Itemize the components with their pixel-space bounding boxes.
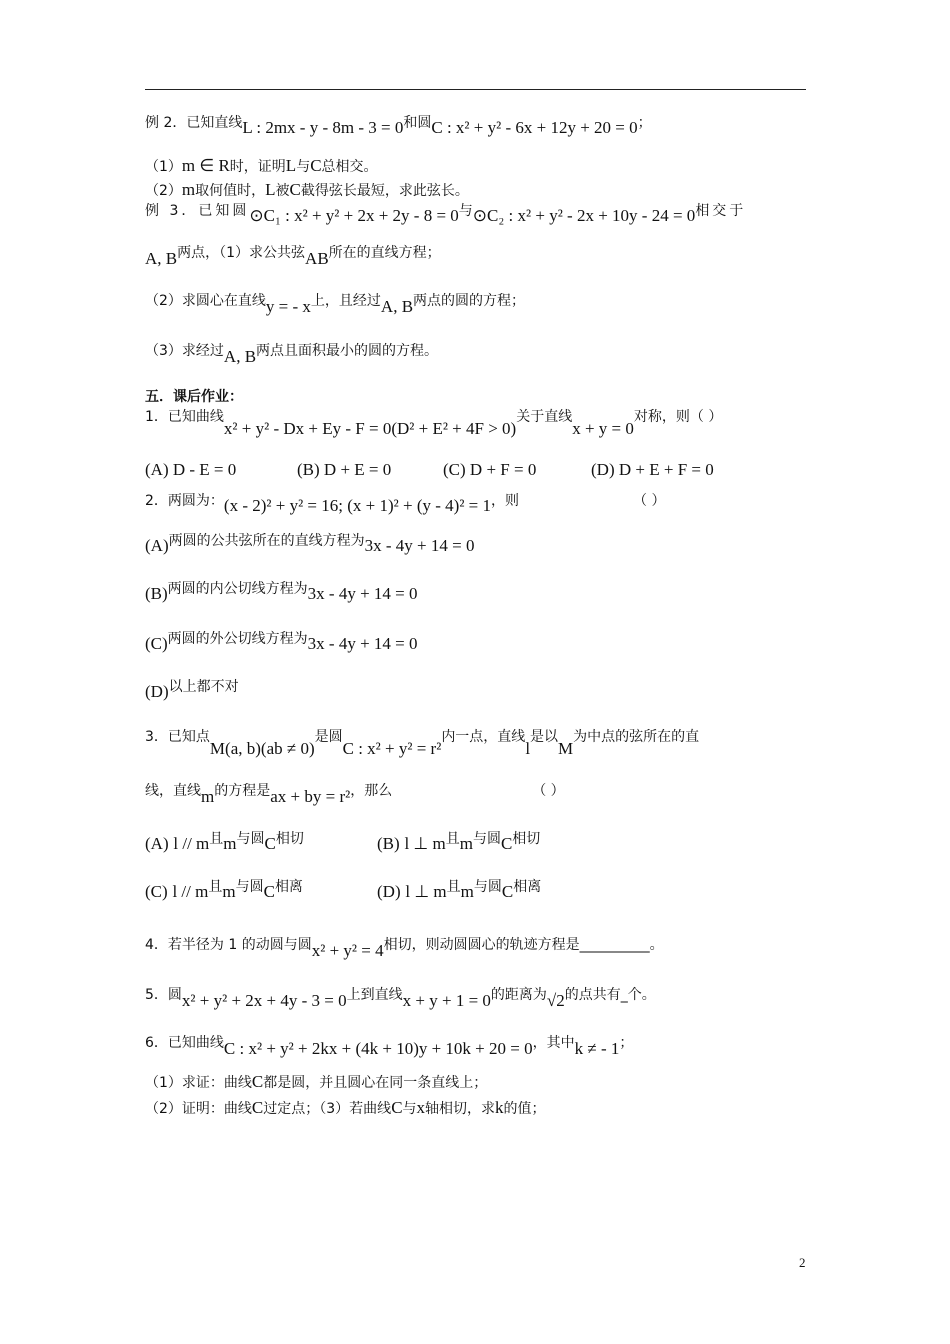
p2-option-c: (C) 两圆的外公切线方程为 3x - 4y + 14 = 0 xyxy=(145,631,418,653)
header-rule xyxy=(145,89,806,90)
p3-option-d: (D) l ⊥ m且m与圆C相离 xyxy=(377,879,542,901)
p1-option-d: (D) D + E + F = 0 xyxy=(591,460,714,479)
ex3-q2: （2）求圆心在直线 y = - x 上，且经过 A, B 两点的圆的方程； xyxy=(145,293,526,316)
p1-option-b: (B) D + E = 0 xyxy=(297,460,392,479)
p6-q1: （1）求证：曲线 C 都是圆，并且圆心在同一条直线上； xyxy=(145,1072,488,1091)
problem-6: 6．已知曲线 C : x² + y² + 2kx + (4k + 10)y + 10k + 20 = 0 ，其中 k ≠ - 1 ； xyxy=(145,1035,634,1058)
p3-option-b: (B) l ⊥ m且m与圆C相切 xyxy=(377,831,541,853)
p2-option-a: (A) 两圆的公共弦所在的直线方程为 3x - 4y + 14 = 0 xyxy=(145,533,475,555)
p3-option-a: (A) l // m且m与圆C相切 xyxy=(145,831,304,853)
problem-3-options-cd xyxy=(145,879,810,934)
p2-option-d: (D) 以上都不对 xyxy=(145,679,239,701)
problem-4: 4．若半径为 1 的动圆与圆 x² + y² = 4 相切，则动圆圆心的轨迹方程是__________。 xyxy=(145,937,664,960)
p2-option-b: (B) 两圆的内公切线方程为 3x - 4y + 14 = 0 xyxy=(145,581,418,603)
p6-q2: （2）证明：曲线 C 过定点；（3）若曲线 C 与 x 轴相切，求 k 的值； xyxy=(145,1098,546,1117)
ex3-circle1: ⊙C₁ : x² + y² + 2x + 2y - 8 = 0 xyxy=(249,206,459,225)
problem-5: 5．圆 x² + y² + 2x + 4y - 3 = 0 上到直线 x + y + 1 = 0 的距离为 √2 的点共有_个。 xyxy=(145,987,656,1010)
ex2-end: ； xyxy=(637,115,652,131)
ex2-q1: （1） m ∈ R 时，证明 L 与 C 总相交。 xyxy=(145,156,378,175)
example-3: 例 3．已知圆 ⊙C₁ : x² + y² + 2x + 2y - 8 = 0 与 ⊙C₂ : x² + y² - 2x + 10y - 24 = 0 相交于 xyxy=(145,203,747,225)
example-2 xyxy=(145,115,810,156)
ex2-line-eq: L : 2mx - y - 8m - 3 = 0 xyxy=(242,118,404,137)
problem-3-line2: 线，直线 m 的方程是 ax + by = r² ，那么 （ ） xyxy=(145,783,565,806)
ex3-circle2: ⊙C₂ : x² + y² - 2x + 10y - 24 = 0 xyxy=(472,206,696,225)
ex3-q3: （3）求经过 A, B 两点且面积最小的圆的方程。 xyxy=(145,343,439,366)
ex3-q1: A, B 两点，（1）求公共弦 AB 所在的直线方程； xyxy=(145,245,441,268)
p3-option-c: (C) l // m且m与圆C相离 xyxy=(145,879,303,901)
section-heading: 五．课后作业： xyxy=(145,389,243,405)
page-number: 2 xyxy=(799,1255,806,1270)
problem-2: 2．两圆为： (x - 2)² + y² = 16; (x + 1)² + (y - 4)² = 1 ，则 （ ） xyxy=(145,493,666,515)
document-body xyxy=(145,115,810,1124)
p1-option-a: (A) D - E = 0 xyxy=(145,460,237,479)
problem-1-options xyxy=(145,460,810,496)
ex2-lead: 例 2．已知直线 xyxy=(145,115,243,131)
p1-option-c: (C) D + F = 0 xyxy=(443,460,537,479)
ex2-circle-eq: C : x² + y² - 6x + 12y + 20 = 0 xyxy=(431,118,638,137)
problem-3: 3．已知点 M(a, b)(ab ≠ 0) 是圆 C : x² + y² = r² 内一点，直线 l 是以 M 为中点的弦所在的直 xyxy=(145,729,700,758)
ex2-q2: （2） m 取何值时， L 被 C 截得弦长最短，求此弦长。 xyxy=(145,180,469,199)
ex2-and: 和圆 xyxy=(403,115,432,131)
problem-3-options-ab xyxy=(145,831,810,882)
problem-1: 1．已知曲线 x² + y² - Dx + Ey - F = 0(D² + E² + 4F > 0) 关于直线 x + y = 0 对称，则（ ） xyxy=(145,409,723,438)
